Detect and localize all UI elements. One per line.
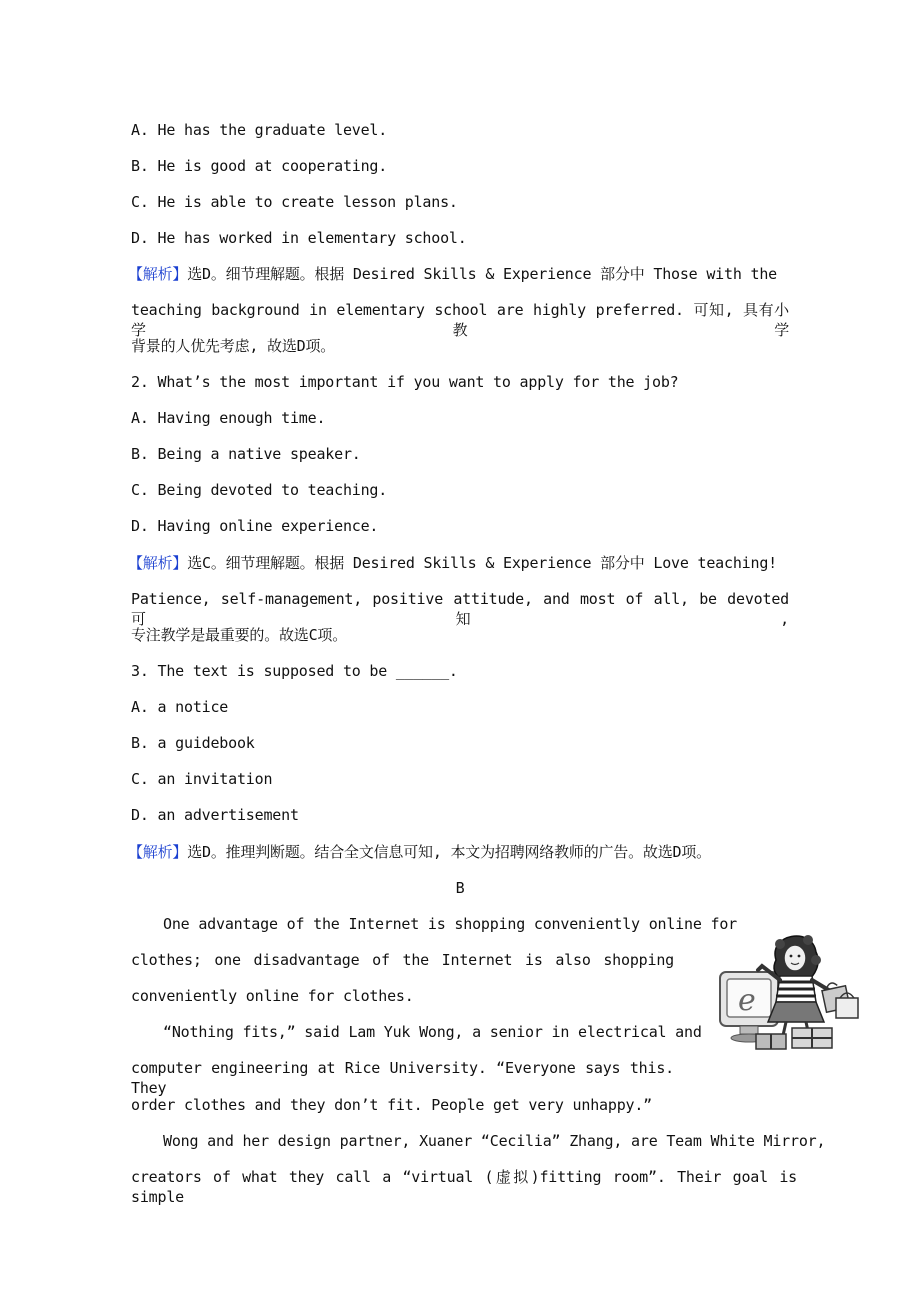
passage-p2-line-2: computer engineering at Rice University. “Everyone says this. They xyxy=(131,1059,674,1097)
q2-option-d: D. Having online experience. xyxy=(131,517,379,535)
q2-analysis-line-3: 专注教学是最重要的。故选C项。 xyxy=(131,626,348,644)
q1-option-d: D. He has worked in elementary school. xyxy=(131,229,467,247)
q2-stem: 2. What’s the most important if you want to apply for the job? xyxy=(131,373,679,391)
passage-p2-line-1: “Nothing fits,” said Lam Yuk Wong, a senior in electrical and xyxy=(163,1023,702,1041)
svg-text:e: e xyxy=(738,983,756,1018)
analysis-tag: 【解析】 xyxy=(128,843,188,861)
q2-option-a: A. Having enough time. xyxy=(131,409,326,427)
section-title: B xyxy=(455,879,465,897)
passage-p3-line-1: Wong and her design partner, Xuaner “Cecilia” Zhang, are Team White Mirror, xyxy=(163,1132,826,1150)
q3-option-b: B. a guidebook xyxy=(131,734,255,752)
q2-option-b: B. Being a native speaker. xyxy=(131,445,361,463)
q3-stem: 3. The text is supposed to be ______. xyxy=(131,662,458,680)
q3-analysis-line-1: 【解析】选D。推理判断题。结合全文信息可知, 本文为招聘网络教师的广告。故选D项。 xyxy=(128,843,711,861)
q2-option-c: C. Being devoted to teaching. xyxy=(131,481,388,499)
q1-analysis-line-2: teaching background in elementary school are highly preferred. 可知, 具有小学教学 xyxy=(131,301,789,339)
passage-p1-line-2: clothes; one disadvantage of the Internet is also shopping xyxy=(131,951,674,969)
passage-p1-line-3: conveniently online for clothes. xyxy=(131,987,414,1005)
q3-option-a: A. a notice xyxy=(131,698,229,716)
q3-option-c: C. an invitation xyxy=(131,770,273,788)
q1-analysis-line-1: 【解析】选D。细节理解题。根据 Desired Skills & Experience 部分中 Those with the xyxy=(128,265,777,283)
q1-option-c: C. He is able to create lesson plans. xyxy=(131,193,458,211)
passage-p2-line-3: order clothes and they don’t fit. People get very unhappy.” xyxy=(131,1096,653,1114)
online-shopping-illustration xyxy=(716,930,864,1052)
passage-p3-line-2: creators of what they call a “virtual (虚拟)fitting room”. Their goal is simple xyxy=(131,1168,797,1206)
q2-analysis-line-1: 【解析】选C。细节理解题。根据 Desired Skills & Experience 部分中 Love teaching! xyxy=(128,554,777,572)
passage-p1-line-1: One advantage of the Internet is shopping conveniently online for xyxy=(163,915,737,933)
q1-option-b: B. He is good at cooperating. xyxy=(131,157,388,175)
q3-option-d: D. an advertisement xyxy=(131,806,299,824)
q1-option-a: A. He has the graduate level. xyxy=(131,121,388,139)
analysis-tag: 【解析】 xyxy=(128,554,188,572)
q2-analysis-line-2: Patience, self-management, positive attitude, and most of all, be devoted 可知, xyxy=(131,590,789,628)
q1-analysis-line-3: 背景的人优先考虑, 故选D项。 xyxy=(131,337,336,355)
analysis-tag: 【解析】 xyxy=(128,265,188,283)
